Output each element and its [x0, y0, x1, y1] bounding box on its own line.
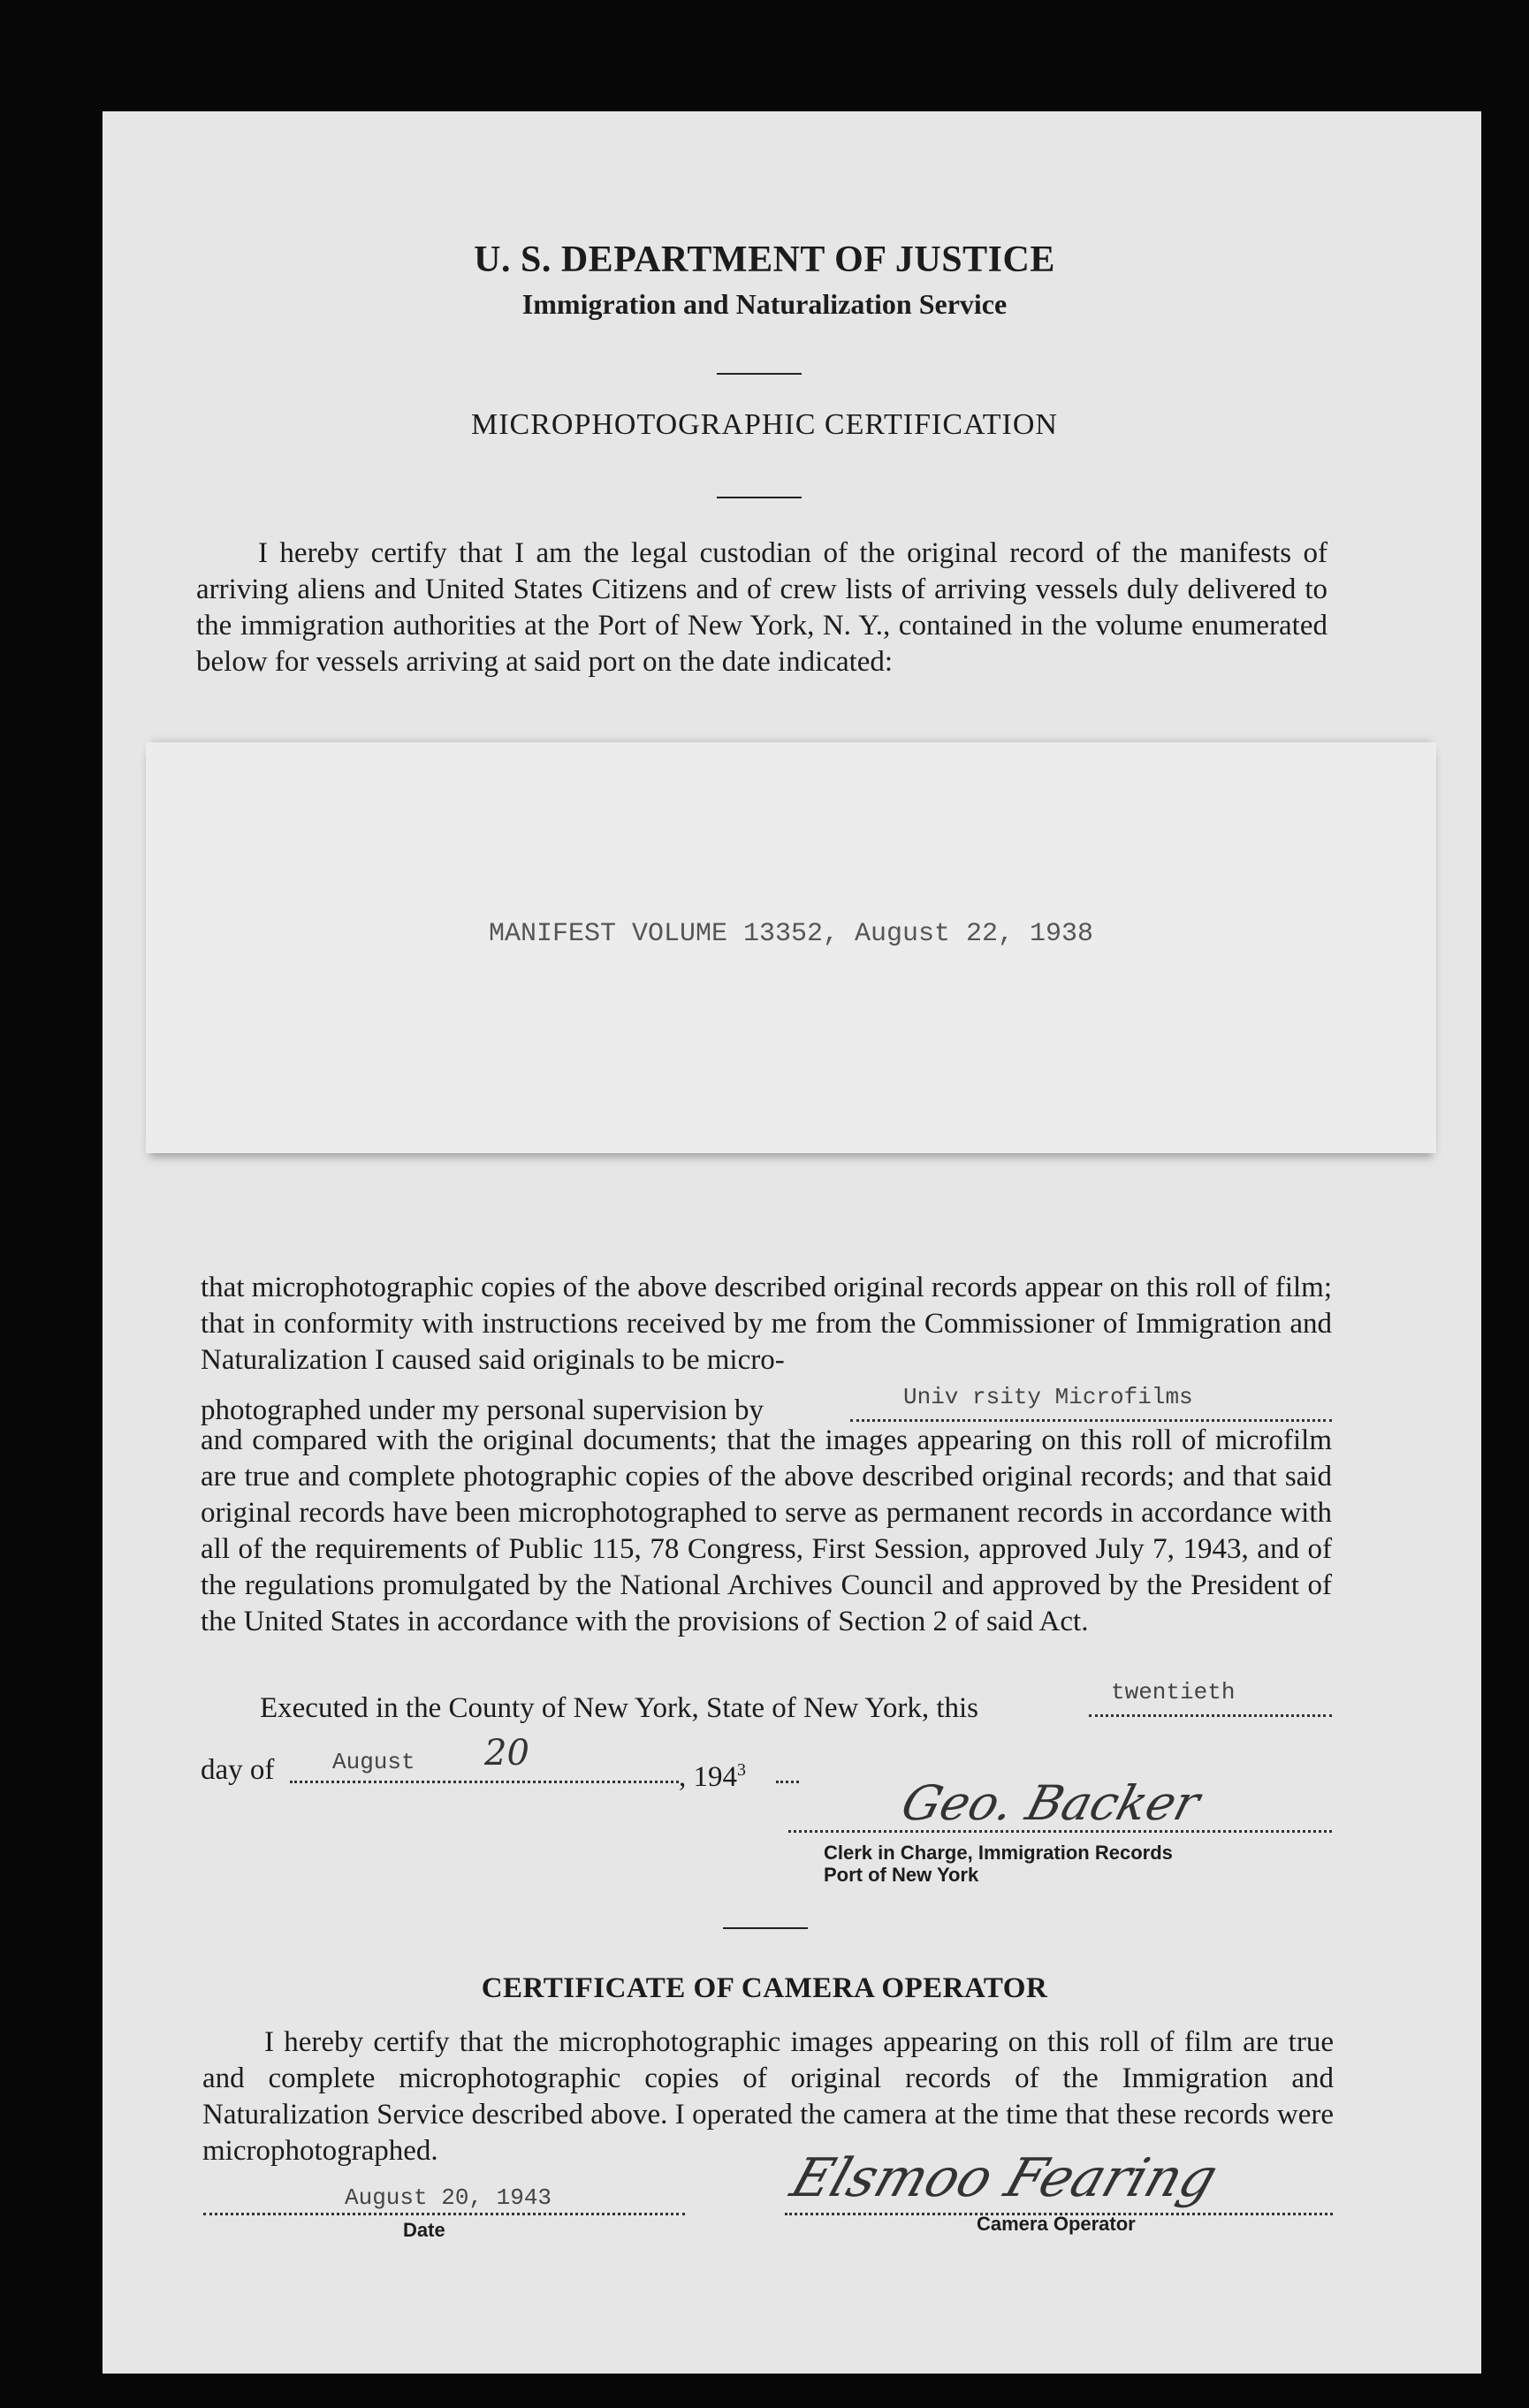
operator-signature: Elsmoo Fearing: [783, 2147, 1225, 2209]
execution-label: Executed in the County of New York, State of New York, this: [260, 1692, 979, 1724]
divider: [717, 497, 802, 498]
year-suffix: 3: [737, 1760, 746, 1780]
operator-label: Camera Operator: [977, 2213, 1136, 2235]
manifest-insert: [146, 742, 1436, 1153]
divider: [717, 373, 802, 375]
year-prefix: , 194: [679, 1761, 737, 1793]
intro-paragraph: I hereby certify that I am the legal custodian of the original record of the manifests of arriving aliens and United States Citizens and of crew lists of arriving vessels duly delivered to the immigration authorities at the Port of New York, N. Y., contained in the volume enumerated below for vessels arriving at said port on the date indicated:: [196, 537, 1327, 678]
service-subheading: Immigration and Naturalization Service: [521, 288, 1008, 320]
body-paragraph-part1: that microphotographic copies of the above described original records appear on this roll of film; that in conformity with instructions received by me from the Commissioner of Immigration and Naturalization I caused said originals to be micro-: [201, 1272, 1332, 1376]
divider: [723, 1927, 808, 1929]
month-value: August: [332, 1749, 415, 1775]
month-field: [290, 1733, 679, 1783]
date-label: Date: [403, 2219, 445, 2241]
date-field: [203, 2177, 685, 2215]
day-field: [1089, 1679, 1332, 1717]
manifest-volume-label: MANIFEST VOLUME 13352, August 22, 1938: [488, 919, 1094, 949]
camera-operator-heading: CERTIFICATE OF CAMERA OPERATOR: [481, 1972, 1048, 2004]
certification-title: MICROPHOTOGRAPHIC CERTIFICATION: [470, 408, 1058, 441]
supervision-field: [850, 1384, 1332, 1422]
department-heading: U. S. DEPARTMENT OF JUSTICE: [474, 239, 1055, 280]
date-value: August 20, 1943: [345, 2184, 552, 2211]
body-paragraph-part2: and compared with the original documents; that the images appearing on this roll of microfilm are true and complete photographic copies of the above described original records; and that said original records have been microphotographed to serve as permanent records in accordance with all of the requirements of Public 115, 78 Congress, First Session, approved July 7, 1943, and of the regulations promulgated by the National Archives Council and approved by the President of the United States in accordance with the provisions of Section 2 of said Act.: [201, 1424, 1332, 1637]
supervision-value: Univ rsity Microfilms: [903, 1384, 1193, 1410]
clerk-signature-line: [788, 1775, 1332, 1833]
camera-operator-paragraph: I hereby certify that the microphotographic images appearing on this roll of film are true and complete microphotographic copies of original records of the Immigration and Naturalization Service described above. I operated the camera at the time that these records were microphotographed.: [202, 2026, 1334, 2167]
clerk-title: Clerk in Charge, Immigration Records Port of New York: [824, 1842, 1173, 1886]
supervision-label: photographed under my personal supervision by: [201, 1394, 764, 1426]
clerk-signature: Geo. Backer: [895, 1775, 1206, 1831]
handwritten-day: 20: [484, 1733, 529, 1774]
day-of-label: day of: [201, 1754, 275, 1786]
operator-signature-line: [783, 2147, 1333, 2215]
day-value: twentieth: [1111, 1679, 1236, 1705]
year-field: [776, 1745, 799, 1783]
